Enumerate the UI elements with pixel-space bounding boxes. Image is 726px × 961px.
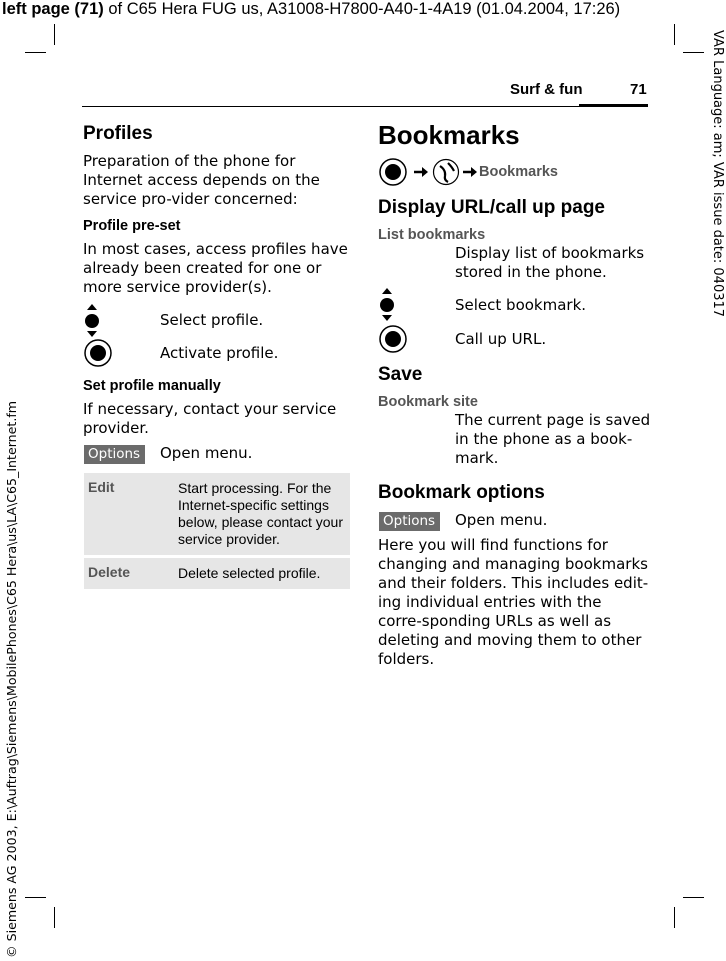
nav-path-bookmarks: Bookmarks bbox=[479, 164, 558, 180]
crop-mark bbox=[54, 24, 55, 45]
profiles-text: Preparation of the phone for Internet access depends on the service pro-vider concerned: bbox=[83, 152, 320, 208]
navigation-key-icon bbox=[83, 304, 101, 338]
select-bookmark-text: Select bookmark. bbox=[455, 296, 587, 314]
call-up-url-text: Call up URL. bbox=[455, 330, 547, 348]
select-key-icon bbox=[83, 338, 113, 368]
navigation-key-icon bbox=[378, 288, 396, 322]
crop-mark bbox=[674, 907, 675, 928]
table-row bbox=[84, 473, 350, 558]
crop-mark bbox=[683, 897, 704, 898]
section-title: Surf & fun bbox=[510, 81, 583, 98]
select-key-icon bbox=[378, 157, 408, 187]
options-softkey bbox=[84, 443, 145, 464]
open-menu-text: Open menu. bbox=[455, 511, 548, 529]
print-info-line bbox=[2, 0, 620, 19]
manual-text: If necessary, contact your service provider. bbox=[83, 400, 337, 437]
open-menu-text: Open menu. bbox=[160, 444, 253, 462]
bookmarks-heading: Bookmarks bbox=[378, 120, 520, 150]
crop-mark bbox=[54, 907, 55, 928]
table-key: Delete bbox=[88, 564, 131, 580]
bookmark-options-heading: Bookmark options bbox=[378, 482, 545, 503]
manual-heading: Set profile manually bbox=[83, 378, 221, 394]
profiles-heading: Profiles bbox=[83, 123, 153, 144]
print-info-bold: left page (71) bbox=[2, 0, 104, 18]
bookmark-site-text: The current page is saved in the phone as a book-mark. bbox=[455, 411, 651, 467]
bookmark-options-text: Here you will find functions for changing and managing bookmarks and their folders. This includes edit-ing individual entries with the corre-sponding URLs as well as deleting and moving them to other folders. bbox=[378, 536, 649, 668]
options-softkey-label: Options bbox=[379, 512, 440, 531]
table-value: Delete selected profile. bbox=[178, 565, 321, 581]
preset-heading: Profile pre-set bbox=[83, 218, 181, 234]
internet-globe-icon bbox=[432, 158, 460, 186]
list-bookmarks-text: Display list of bookmarks stored in the phone. bbox=[455, 244, 645, 281]
page-number: 71 bbox=[630, 81, 647, 98]
options-softkey-label: Options bbox=[84, 445, 145, 464]
header-tab-bar bbox=[579, 104, 648, 107]
table-value: Start processing. For the Internet-specific settings below, please contact your service provider. bbox=[178, 480, 343, 547]
display-heading: Display URL/call up page bbox=[378, 197, 605, 218]
arrow-right-icon bbox=[413, 164, 429, 180]
file-path-note: © Siemens AG 2003, E:\Auftrag\Siemens\MobilePhones\C65 Hera\us\LA\C65_Internet.fm bbox=[4, 400, 19, 958]
print-info-rest: of C65 Hera FUG us, A31008-H7800-A40-1-4A19 (01.04.2004, 17:26) bbox=[103, 0, 621, 18]
crop-mark bbox=[25, 897, 46, 898]
crop-mark bbox=[25, 52, 46, 53]
list-bookmarks-label: List bookmarks bbox=[378, 227, 486, 243]
arrow-right-icon bbox=[462, 164, 478, 180]
bookmark-site-label: Bookmark site bbox=[378, 394, 478, 410]
crop-mark bbox=[674, 24, 675, 45]
save-heading: Save bbox=[378, 364, 423, 385]
table-row bbox=[84, 558, 350, 589]
table-key: Edit bbox=[88, 479, 115, 495]
select-profile-text: Select profile. bbox=[160, 311, 264, 329]
crop-mark bbox=[683, 52, 704, 53]
var-language-note: VAR Language: am; VAR issue date: 040317 bbox=[710, 30, 725, 318]
options-softkey bbox=[379, 510, 440, 531]
activate-profile-text: Activate profile. bbox=[160, 344, 279, 362]
header-rule bbox=[82, 106, 648, 107]
options-table bbox=[84, 473, 350, 589]
select-key-icon bbox=[378, 324, 408, 354]
preset-text: In most cases, access profiles have already been created for one or more service provider(s). bbox=[83, 240, 348, 296]
